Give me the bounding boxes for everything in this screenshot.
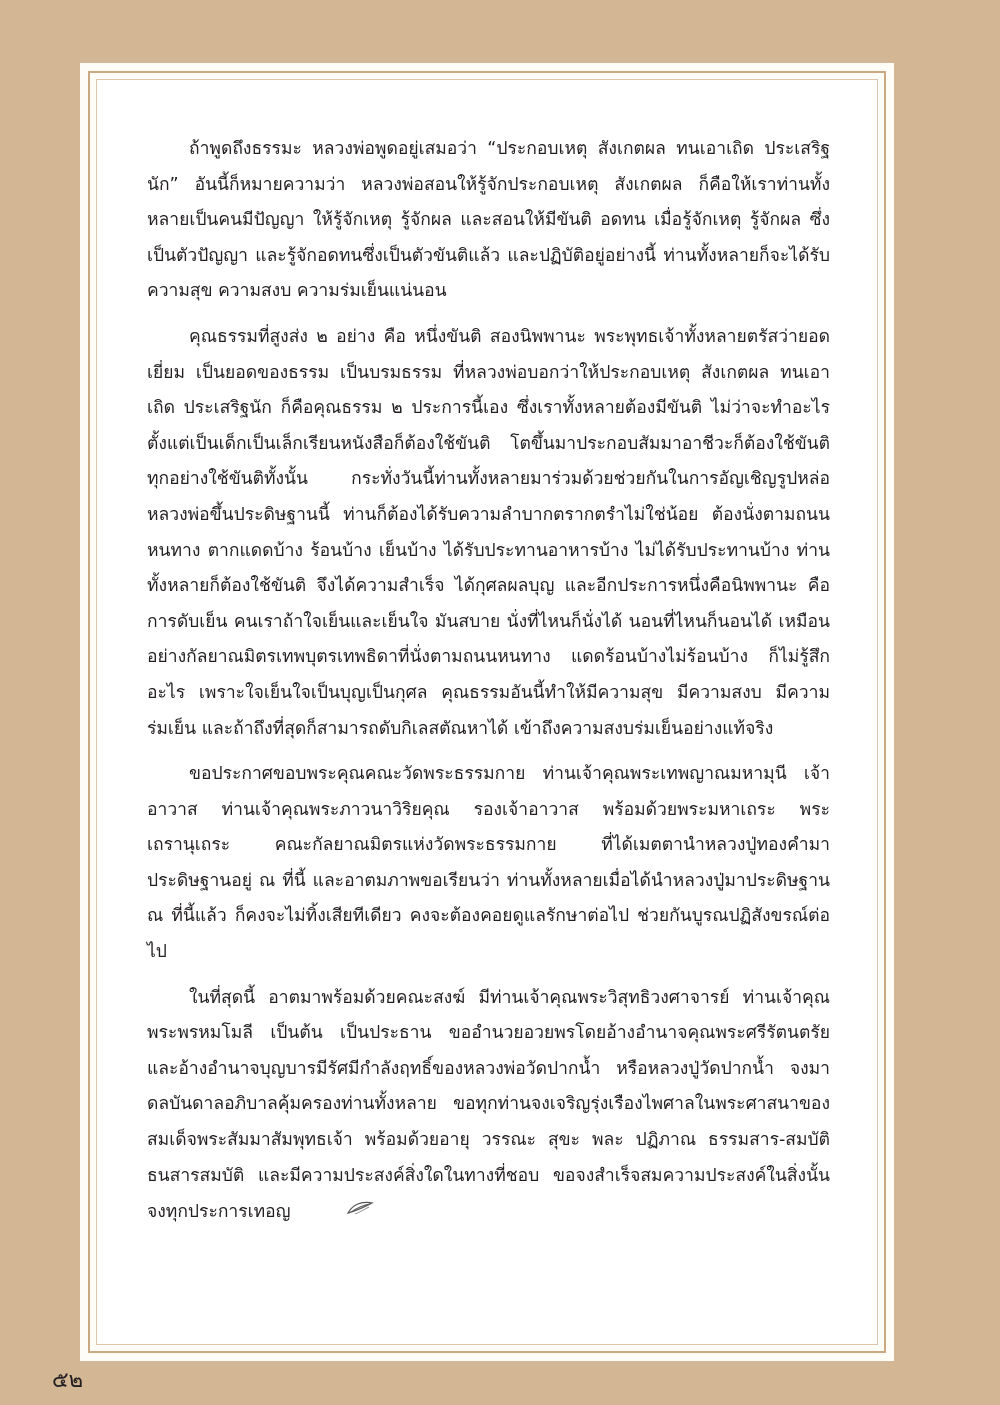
paragraph-2: คุณธรรมที่สูงส่ง ๒ อย่าง คือ หนึ่งขันติ สองนิพพานะ พระพุทธเจ้าทั้งหลายตรัสว่ายอดเยี่ยม เป็นยอดของธรรม เป็นบรมธรรม ที่หลวงพ่อบอกว่าให้ประกอบเหตุ สังเกตผล ทนเอาเถิด ประเสริฐนัก ก็คือคุณธรรม ๒ ประการนี้เอง ซึ่งเราทั้งหลายต้องมีขันติ ไม่ว่าจะทำอะไร ตั้งแต่เป็นเด็กเป็นเล็กเรียนหนังสือก็ต้องใช้ขันติ โตขึ้นมาประกอบสัมมาอาชีวะก็ต้องใช้ขันติ ทุกอย่างใช้ขันติทั้งนั้น กระทั่งวันนี้ท่านทั้งหลายมาร่วมด้วยช่วยกันในการอัญเชิญรูปหล่อหลวงพ่อขึ้นประดิษฐานนี้ ท่านก็ต้องได้รับความลำบากตรากตรำไม่ใช่น้อย ต้องนั่งตามถนนหนทาง ตากแดดบ้าง ร้อนบ้าง เย็นบ้าง ได้รับประทานอาหารบ้าง ไม่ได้รับประทานบ้าง ท่านทั้งหลายก็ต้องใช้ขันติ จึงได้ความสำเร็จ ได้กุศลผลบุญ และอีกประการหนึ่งคือนิพพานะ คือการดับเย็น คนเราถ้าใจเย็นและเย็นใจ มันสบาย นั่งที่ไหนก็นั่งได้ นอนที่ไหนก็นอนได้ เหมือนอย่างกัลยาณมิตรเทพบุตรเทพธิดาที่นั่งตามถนนหนทาง แดดร้อนบ้างไม่ร้อนบ้าง ก็ไม่รู้สึกอะไร เพราะใจเย็นใจเป็นบุญเป็นกุศล คุณธรรมอันนี้ทำให้มีความสุข มีความสงบ มีความร่มเย็น และถ้าถึงที่สุดก็สามารถดับกิเลสตัณหาได้ เข้าถึงความสงบร่มเย็นอย่างแท้จริง: [147, 326, 830, 739]
ornament-end-icon: [303, 1194, 375, 1230]
paragraph-1: ถ้าพูดถึงธรรมะ หลวงพ่อพูดอยู่เสมอว่า “ประกอบเหตุ สังเกตผล ทนเอาเถิด ประเสริฐนัก” อันนี้ก็หมายความว่า หลวงพ่อสอนให้รู้จักประกอบเหตุ สังเกตผล ก็คือให้เราท่านทั้งหลายเป็นคนมีปัญญา ให้รู้จักเหตุ รู้จักผล และสอนให้มีขันติ อดทน เมื่อรู้จักเหตุ รู้จักผล ซึ่งเป็นตัวปัญญา และรู้จักอดทนซึ่งเป็นตัวขันติแล้ว และปฏิบัติอยู่อย่างนี้ ท่านทั้งหลายก็จะได้รับความสุข ความสงบ ความร่มเย็นแน่นอน: [147, 139, 830, 302]
paragraph-4: [147, 981, 830, 1231]
body-text: [147, 132, 830, 1241]
page-number: ๕๒: [52, 1368, 84, 1393]
paragraph-3: ขอประกาศขอบพระคุณคณะวัดพระธรรมกาย ท่านเจ้าคุณพระเทพญาณมหามุนี เจ้าอาวาส ท่านเจ้าคุณพระภาวนาวิริยคุณ รองเจ้าอาวาส พร้อมด้วยพระมหาเถระ พระเถรานุเถระ คณะกัลยาณมิตรแห่งวัดพระธรรมกาย ที่ได้เมตตานำหลวงปู่ทองคำมาประดิษฐานอยู่ ณ ที่นี้ และอาตมภาพขอเรียนว่า ท่านทั้งหลายเมื่อได้นำหลวงปู่มาประดิษฐาน ณ ที่นี้แล้ว ก็คงจะไม่ทิ้งเสียทีเดียว คงจะต้องคอยดูแลรักษาต่อไป ช่วยกันบูรณปฏิสังขรณ์ต่อไป: [147, 764, 830, 963]
paragraph-4-text: ในที่สุดนี้ อาตมาพร้อมด้วยคณะสงฆ์ มีท่านเจ้าคุณพระวิสุทธิวงศาจารย์ ท่านเจ้าคุณพระพรหมโมลี เป็นต้น เป็นประธาน ขออำนวยอวยพรโดยอ้างอำนาจคุณพระศรีรัตนตรัย และอ้างอำนาจบุญบารมีรัศมีกำลังฤทธิ์ของหลวงพ่อวัดปากน้ำ หรือหลวงปู่วัดปากน้ำ จงมาดลบันดาลอภิบาลคุ้มครองท่านทั้งหลาย ขอทุกท่านจงเจริญรุ่งเรืองไพศาลในพระศาสนาของสมเด็จพระสัมมาสัมพุทธเจ้า พร้อมด้วยอายุ วรรณะ สุขะ พละ ปฏิภาณ ธรรมสาร-สมบัติ ธนสารสมบัติ และมีความประสงค์สิ่งใดในทางที่ชอบ ขอจงสำเร็จสมความประสงค์ในสิ่งนั้นจงทุกประการเทอญ: [147, 987, 830, 1223]
